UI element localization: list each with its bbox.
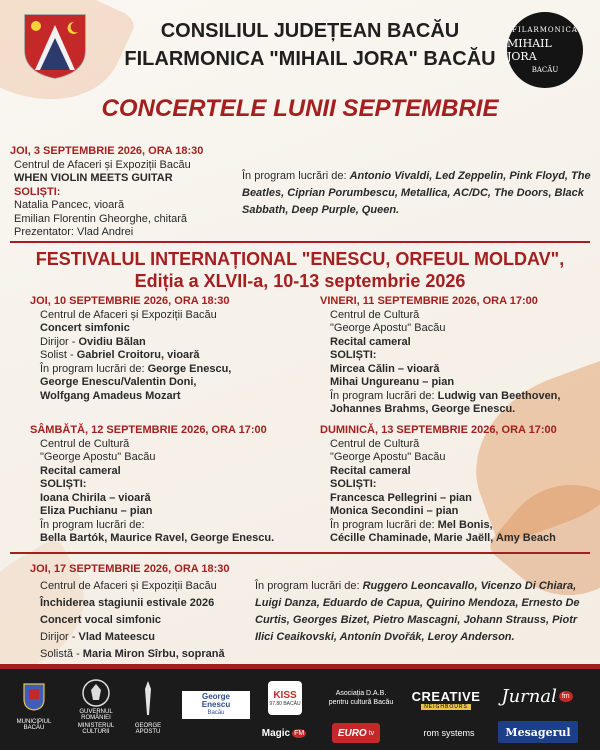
event-date: JOI, 17 SEPTEMBRIE 2026, ORA 18:30 <box>30 563 230 575</box>
logo-text: KISS <box>273 689 297 701</box>
festival-event-2 <box>320 295 590 417</box>
logo-text: 97.80 BACĂU <box>269 700 301 707</box>
logo-text: FM <box>294 729 305 737</box>
soloists-label: SOLIȘTI: <box>330 478 377 490</box>
event-title: Recital cameral <box>40 464 121 477</box>
sculpture-icon <box>141 681 155 717</box>
logo-text: EURO <box>337 727 367 739</box>
event-date: JOI, 10 SEPTEMBRIE 2026, ORA 18:30 <box>30 295 230 307</box>
soloist: Mihai Ungureanu – pian <box>330 376 455 388</box>
bacau-county-crest-icon <box>20 10 90 80</box>
sponsors-footer <box>0 664 600 750</box>
event-date: JOI, 3 SEPTEMBRIE 2026, ORA 18:30 <box>10 145 204 157</box>
logo-text: FILARMONICA <box>512 26 578 34</box>
event-venue: Centrul de Cultură <box>40 437 130 450</box>
divider <box>10 552 590 554</box>
soloist <box>40 646 290 663</box>
government-seal-icon <box>81 678 111 708</box>
program <box>330 390 590 404</box>
soloist-label: Solist - <box>40 349 77 361</box>
program-composers: Cécille Chaminade, Marie Jaëll, Amy Beach <box>330 532 556 544</box>
asociatia-dab-logo <box>328 683 394 713</box>
jurnal-fm-logo <box>492 681 582 711</box>
mesagerul-logo <box>498 721 578 743</box>
logo-text: Asociația D.A.B. pentru cultură Bacău <box>328 690 394 706</box>
event-1-program <box>242 168 592 219</box>
header <box>0 0 600 90</box>
festival-edition: Ediția a XLVII-a, 10-13 septembrie 2026 <box>134 271 466 291</box>
george-apostu-logo <box>128 679 168 745</box>
event-venue: Centrul de Afaceri și Expoziții Bacău <box>40 308 217 321</box>
logo-text: tv <box>368 729 375 737</box>
soloist-name: Maria Miron Sîrbu, soprană <box>82 648 225 660</box>
logo-text: Enescu <box>201 700 231 709</box>
logo-caption: GEORGE APOSTU <box>134 723 162 735</box>
event-venue: "George Apostu" Bacău <box>330 322 446 334</box>
program-composers: Wolfgang Amadeus Mozart <box>40 389 181 402</box>
program-label: În program lucrări de: <box>40 362 148 375</box>
program <box>330 519 590 533</box>
soloists-label: SOLIȘTI: <box>330 349 377 361</box>
euro-tv-logo <box>332 723 380 743</box>
logo-caption: GUVERNUL ROMÂNIEI <box>79 709 113 721</box>
guvernul-romaniei-logo <box>68 675 124 747</box>
soloist: Natalia Pancec, vioară <box>14 199 125 211</box>
soloists-label: SOLIȘTI: <box>40 478 87 490</box>
program-composers: Antonio Vivaldi, Led Zeppelin, Pink Floyd, The Beatles, Ciprian Porumbescu, Metallica, AC/DC, The Doors, Black Sabbath, Deep Purple, Queen. <box>242 170 591 216</box>
logo-text: George <box>201 692 230 701</box>
event-venue: Centrul de Afaceri și Expoziții Bacău <box>40 580 217 592</box>
george-enescu-logo <box>182 691 250 719</box>
program-composers: Bella Bartók, Maurice Ravel, George Enescu. <box>40 532 275 544</box>
logo-text: NEIGHBOURS <box>421 704 471 710</box>
soloist: Monica Secondini – pian <box>330 505 459 517</box>
event-venue: Centrul de Cultură <box>330 437 420 450</box>
soloist: Mircea Călin – vioară <box>330 362 440 375</box>
program-composers: Ludwig van Beethoven, <box>437 389 561 402</box>
program-label: În program lucrări de: <box>255 580 360 592</box>
event-last-program <box>255 578 595 646</box>
event-last <box>30 561 290 663</box>
program-composers: Johannes Brahms, George Enescu. <box>330 403 516 415</box>
philharmonic-title: FILARMONICA "MIHAIL JORA" BACĂU <box>124 48 496 70</box>
program-label: În program lucrări de: <box>330 389 438 402</box>
event-venue: "George Apostu" Bacău <box>40 451 156 463</box>
festival-event-1 <box>30 295 310 403</box>
event-title: Concert vocal simfonic <box>40 614 162 626</box>
kiss-fm-logo <box>268 681 302 715</box>
program-composers: George Enescu/Valentin Doni, <box>40 376 197 388</box>
conductor <box>40 629 290 646</box>
soloists-label: SOLIȘTI: <box>14 185 61 198</box>
event-subtitle: Închiderea stagiunii estivale 2026 <box>40 597 215 609</box>
main-title: CONCERTELE LUNII SEPTEMBRIE <box>101 95 499 122</box>
logo-text: fm <box>559 691 573 702</box>
council-title: CONSILIUL JUDEȚEAN BACĂU <box>160 20 460 42</box>
magic-fm-logo <box>258 725 310 741</box>
logo-text: Bacău <box>207 710 225 716</box>
logo-caption: MINISTERUL CULTURII <box>77 723 115 735</box>
conductor-label: Dirijor - <box>40 631 79 643</box>
presenter: Prezentator: Vlad Andrei <box>14 226 134 238</box>
logo-text: CREATIVE <box>411 688 481 704</box>
program <box>40 363 310 377</box>
philharmonic-logo <box>507 12 583 88</box>
logo-text: MIHAIL JORA <box>507 37 552 63</box>
logo-text: Magic <box>261 727 291 739</box>
logo-text: rom systems <box>423 728 475 738</box>
municipality-crest-icon <box>23 683 45 711</box>
logo-text: Jurnal <box>501 685 557 707</box>
program-label: În program lucrări de: <box>242 170 347 182</box>
soloist: Emilian Florentin Gheorghe, chitară <box>14 212 188 225</box>
program-label: În program lucrări de: <box>330 518 438 531</box>
event-date: DUMINICĂ, 13 SEPTEMBRIE 2026, ORA 17:00 <box>320 424 557 436</box>
event-date: VINERI, 11 SEPTEMBRIE 2026, ORA 17:00 <box>320 295 538 307</box>
program-label: În program lucrări de: <box>40 518 145 531</box>
rom-systems-logo <box>412 725 486 741</box>
logo-caption: MUNICIPIUL BACĂU <box>16 719 52 731</box>
logo-text: Mesagerul <box>505 725 571 739</box>
soloist-label: Solistă - <box>40 648 83 660</box>
municipiul-bacau-logo <box>14 679 54 739</box>
event-title: Recital cameral <box>330 335 411 348</box>
event-title: WHEN VIOLIN MEETS GUITAR <box>14 172 173 184</box>
festival-title: FESTIVALUL INTERNAȚIONAL "ENESCU, ORFEUL MOLDAV", <box>35 249 565 269</box>
logo-text: BACĂU <box>531 66 559 74</box>
event-venue: Centrul de Cultură <box>330 308 420 321</box>
event-title: Concert simfonic <box>40 322 130 334</box>
event-title: Recital cameral <box>330 464 411 477</box>
event-1 <box>10 145 235 240</box>
festival-event-4 <box>320 424 590 546</box>
program-composers: Ruggero Leoncavallo, Vicenzo Di Chiara, Luigi Danza, Eduardo de Capua, Quirino Mendoza, Ernesto De Curtis, Georges Bizet, Pietro Mascagni, Johann Strauss, Piotr Ilici Ceaikovski, Antonín Dvořák, Leroy Anderson. <box>255 580 580 643</box>
event-venue: "George Apostu" Bacău <box>330 451 446 463</box>
soloist <box>40 349 310 363</box>
soloist: Ioana Chirila – vioară <box>40 491 151 504</box>
creative-neighbours-logo <box>412 685 480 713</box>
soloist-name: Gabriel Croitoru, vioară <box>76 349 200 361</box>
soloist: Francesca Pellegrini – pian <box>330 491 472 504</box>
soloist: Eliza Puchianu – pian <box>40 505 153 517</box>
program-composers: Mel Bonis, <box>437 518 493 531</box>
festival-event-3 <box>30 424 310 546</box>
conductor-name: Ovidiu Bălan <box>78 335 146 348</box>
conductor <box>40 336 310 350</box>
event-venue: Centrul de Afaceri și Expoziții Bacău <box>14 158 191 171</box>
program-composers: George Enescu, <box>147 362 232 375</box>
divider <box>10 241 590 243</box>
conductor-label: Dirijor - <box>40 335 79 348</box>
conductor-name: Vlad Mateescu <box>78 631 155 643</box>
event-date: SÂMBĂTĂ, 12 SEPTEMBRIE 2026, ORA 17:00 <box>30 424 267 436</box>
